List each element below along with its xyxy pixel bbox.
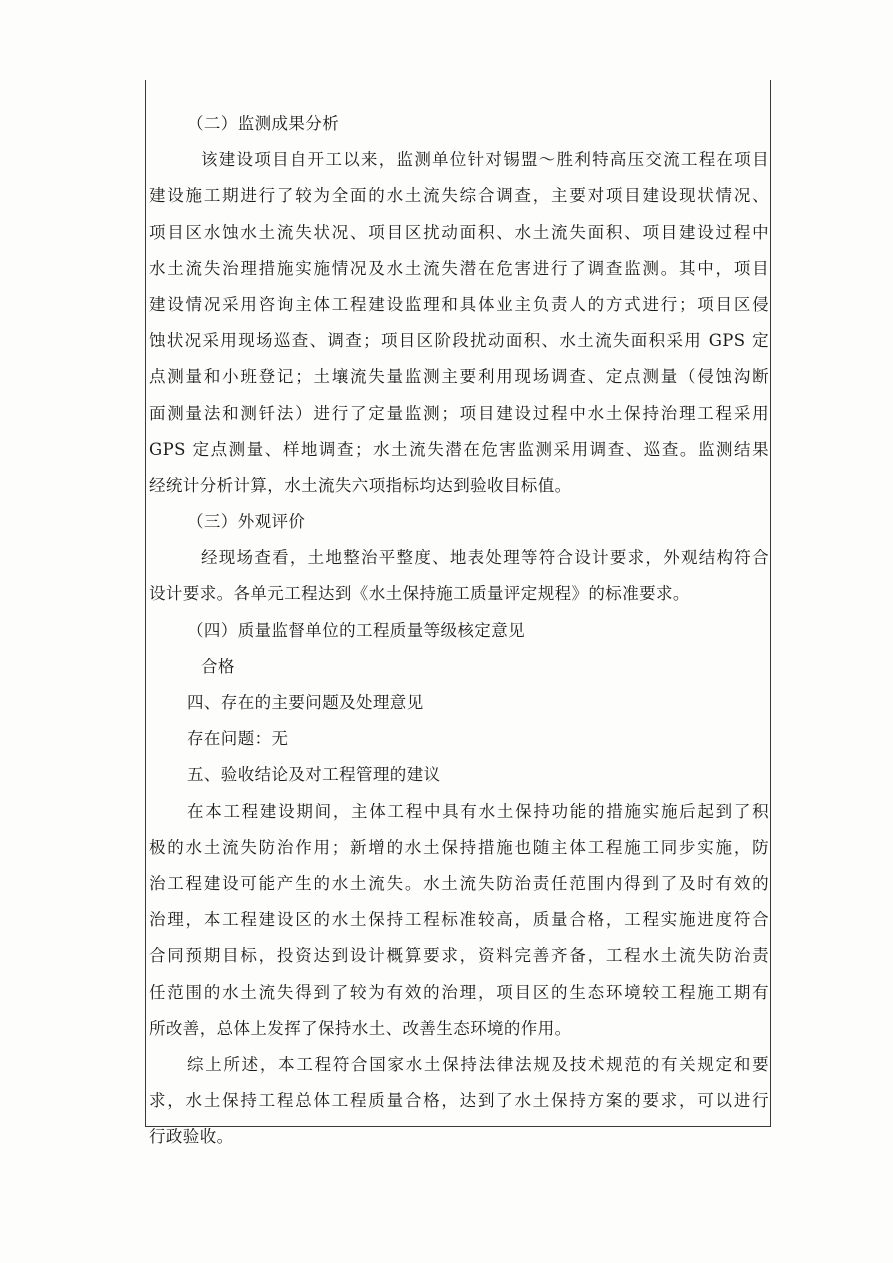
text-line: 合同预期目标，投资达到设计概算要求，资料完善齐备，工程水土流失防治责 xyxy=(149,946,769,966)
text-line: 该建设项目自开工以来，监测单位针对锡盟～胜利特高压交流工程在项目 xyxy=(201,150,769,170)
text-line: 经统计分析计算，水土流失六项指标均达到验收目标值。 xyxy=(149,475,572,495)
text-line: 治理，本工程建设区的水土保持工程标准较高，质量合格，工程实施进度符合 xyxy=(149,910,769,930)
text-line: 综上所述，本工程符合国家水土保持法律法规及技术规范的有关规定和要 xyxy=(187,1054,769,1074)
text-line: 建设施工期进行了较为全面的水土流失综合调查，主要对项目建设现状情况、 xyxy=(149,186,769,206)
document-body xyxy=(149,106,769,1155)
text-line: （二）监测成果分析 xyxy=(187,114,340,133)
text-line: 治工程建设可能产生的水土流失。水土流失防治责任范围内得到了及时有效的 xyxy=(149,873,769,893)
text-line: 蚀状况采用现场巡查、调查；项目区阶段扰动面积、水土流失面积采用 GPS 定 xyxy=(149,331,769,351)
text-line: 任范围的水土流失得到了较为有效的治理，项目区的生态环境较工程施工期有 xyxy=(149,982,769,1002)
text-line: 行政验收。 xyxy=(149,1127,234,1147)
text-line: 求，水土保持工程总体工程质量合格，达到了水土保持方案的要求，可以进行 xyxy=(149,1091,769,1111)
text-line: 点测量和小班登记；土壤流失量监测主要利用现场调查、定点测量（侵蚀沟断 xyxy=(149,367,769,387)
text-line: 项目区水蚀水土流失状况、项目区扰动面积、水土流失面积、项目建设过程中 xyxy=(149,222,769,242)
text-line: 合格 xyxy=(201,656,235,676)
text-line: 五、验收结论及对工程管理的建议 xyxy=(187,765,441,785)
text-line: （四）质量监督单位的工程质量等级核定意见 xyxy=(187,620,525,640)
text-line: 建设情况采用咨询主体工程建设监理和具体业主负责人的方式进行；项目区侵 xyxy=(149,294,769,314)
text-line: 水土流失治理措施实施情况及水土流失潜在危害进行了调查监测。其中，项目 xyxy=(149,258,769,278)
text-line: （三）外观评价 xyxy=(187,512,306,532)
text-line: 存在问题：无 xyxy=(187,729,289,749)
text-line: 极的水土流失防治作用；新增的水土保持措施也随主体工程施工同步实施，防 xyxy=(149,837,769,857)
text-line: 经现场查看，土地整治平整度、地表处理等符合设计要求，外观结构符合 xyxy=(201,548,769,568)
text-line: 在本工程建设期间，主体工程中具有水土保持功能的措施实施后起到了积 xyxy=(187,801,769,821)
text-line: 面测量法和测钎法）进行了定量监测；项目建设过程中水土保持治理工程采用 xyxy=(149,403,769,423)
text-line: 所改善，总体上发挥了保持水土、改善生态环境的作用。 xyxy=(149,1018,572,1038)
text-line: 四、存在的主要问题及处理意见 xyxy=(187,693,424,712)
text-line: 设计要求。各单元工程达到《水土保持施工质量评定规程》的标准要求。 xyxy=(149,584,690,604)
text-line: GPS 定点测量、样地调查；水土流失潜在危害监测采用调查、巡查。监测结果 xyxy=(149,439,769,459)
